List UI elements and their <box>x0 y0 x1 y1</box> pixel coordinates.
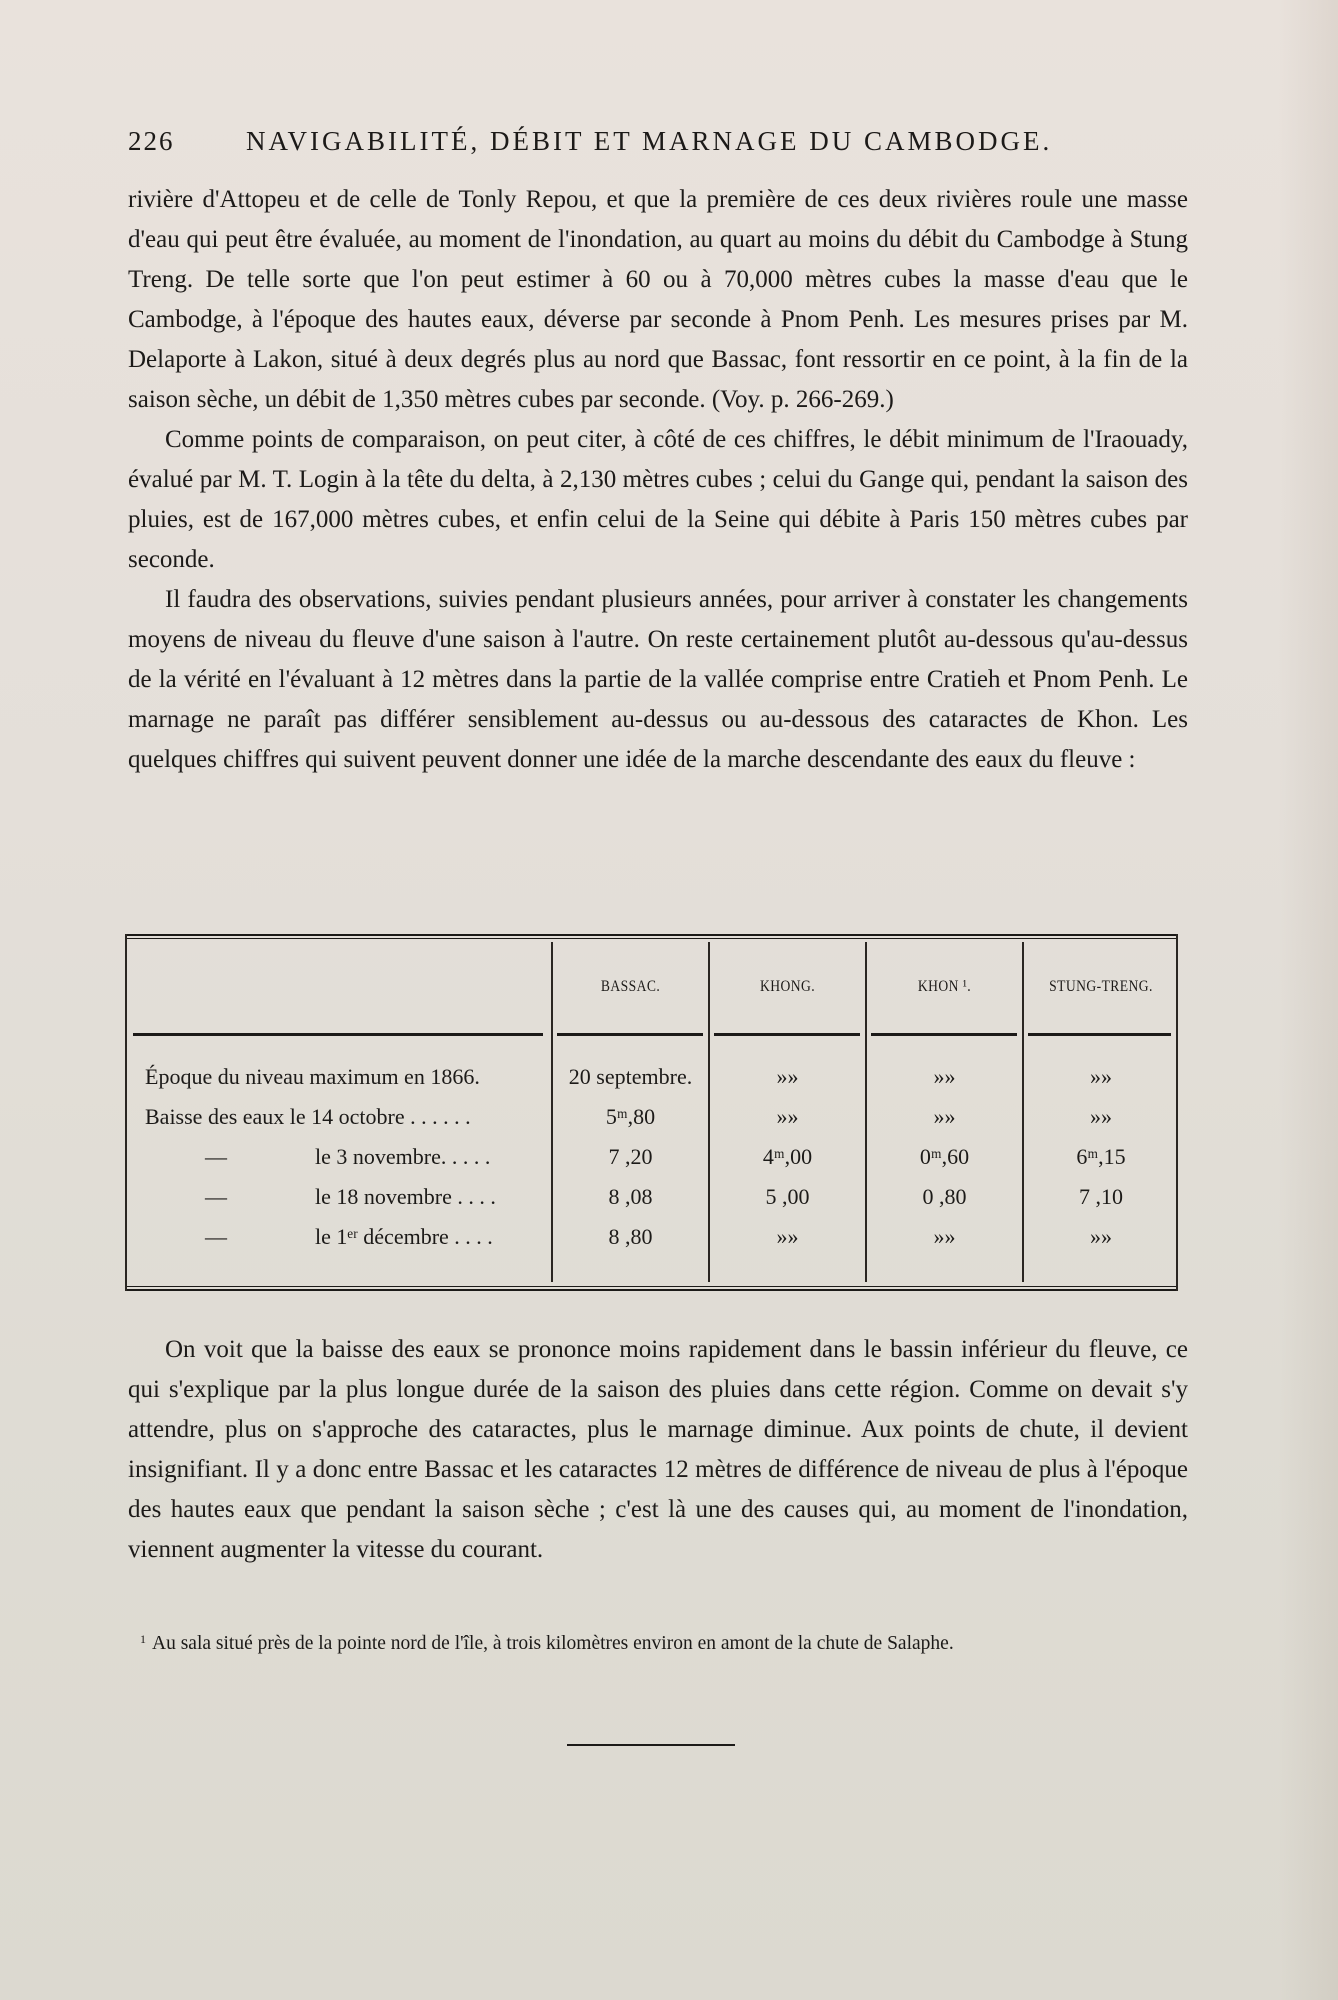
page-edge-shadow <box>1278 0 1338 2000</box>
water-level-table <box>125 934 1178 1291</box>
ditto-dash: — <box>205 1224 227 1249</box>
end-rule <box>567 1744 735 1746</box>
column-header-khon: KHON ¹. <box>917 978 972 995</box>
cell-khong: »» <box>776 1224 799 1249</box>
cell-khon: 0ᵐ,60 <box>919 1144 970 1169</box>
body-text-bottom <box>128 1330 1188 1570</box>
cell-khon: »» <box>933 1064 956 1089</box>
row-sublabel: le 1ᵉʳ décembre . . . . <box>315 1224 493 1249</box>
cell-bassac: 7 ,20 <box>608 1144 653 1169</box>
cell-bassac: 8 ,80 <box>608 1224 653 1249</box>
table-row <box>125 1224 1178 1264</box>
footnote-text: Au sala situé près de la pointe nord de l'île, à trois kilomètres environ en amont de la chute de Salaphe. <box>152 1633 954 1654</box>
cell-khong: 5 ,00 <box>765 1184 810 1209</box>
row-label: Baisse des eaux le 14 octobre . . . . . . <box>145 1104 471 1129</box>
page-number: 226 <box>128 126 175 156</box>
table-bottom-border-inner <box>125 1286 1178 1287</box>
header-rule <box>557 1033 703 1036</box>
ditto-dash: — <box>205 1144 227 1169</box>
cell-stung-treng: 6ᵐ,15 <box>1076 1144 1126 1169</box>
cell-stung-treng: »» <box>1090 1064 1112 1089</box>
paragraph-continued: rivière d'Attopeu et de celle de Tonly Repou, et que la première de ces deux rivières roule une masse d'eau qui peut être évaluée, au moment de l'inondation, au quart au moins du débit du Cambodge à Stung Treng. De telle sorte que l'on peut estimer à 60 ou à 70,000 mètres cubes la masse d'eau que le Cambodge, à l'époque des hautes eaux, déverse par seconde à Pnom Penh. Les mesures prises par M. Delaporte à Lakon, situé à deux degrés plus au nord que Bassac, font ressortir en ce point, à la fin de la saison sèche, un débit de 1,350 mètres cubes par seconde. (Voy. p. 266-269.) <box>128 186 1188 413</box>
running-title: NAVIGABILITÉ, DÉBIT ET MARNAGE DU CAMBODGE. <box>246 126 1053 156</box>
table-row <box>125 1184 1178 1224</box>
header-rule <box>133 1033 543 1036</box>
header-rule <box>1028 1033 1171 1036</box>
table-row <box>125 1104 1178 1144</box>
paragraph: On voit que la baisse des eaux se prononce moins rapidement dans le bassin inférieur du fleuve, ce qui s'explique par la plus longue durée de la saison des pluies dans cette région. Comme on devait s'y attendre, plus on s'approche des cataractes, plus le marnage diminue. Aux points de chute, il devient insignifiant. Il y a donc entre Bassac et les cataractes 12 mètres de différence de niveau de plus à l'époque des hautes eaux que pendant la saison sèche ; c'est là une des causes qui, au moment de l'inondation, viennent augmenter la vitesse du courant. <box>128 1336 1188 1563</box>
ditto-dash: — <box>205 1184 227 1209</box>
cell-stung-treng: »» <box>1090 1104 1112 1129</box>
running-header <box>128 126 1188 166</box>
cell-khon: »» <box>933 1224 956 1249</box>
column-header-khong: KHONG. <box>759 978 816 995</box>
table-top-border-inner <box>125 938 1178 939</box>
table-row <box>125 1144 1178 1184</box>
footnote-marker: 1 <box>140 1632 146 1646</box>
cell-stung-treng: 7 ,10 <box>1079 1184 1123 1209</box>
column-header-stung-treng: STUNG-TRENG. <box>1049 978 1153 995</box>
paragraph: Comme points de comparaison, on peut citer, à côté de ces chiffres, le débit minimum de l'Iraouady, évalué par M. T. Login à la tête du delta, à 2,130 mètres cubes ; celui du Gange qui, pendant la saison des pluies, est de 167,000 mètres cubes, et enfin celui de la Seine qui débite à Paris 150 mètres cubes par seconde. <box>128 426 1188 573</box>
header-rule <box>871 1033 1017 1036</box>
cell-bassac: 20 septembre. <box>568 1064 693 1089</box>
table-row <box>125 1064 1178 1104</box>
row-label: Époque du niveau maximum en 1866. <box>145 1064 480 1089</box>
cell-stung-treng: »» <box>1090 1224 1112 1249</box>
cell-bassac: 8 ,08 <box>608 1184 653 1209</box>
cell-khon: 0 ,80 <box>922 1184 967 1209</box>
row-sublabel: le 3 novembre. . . . . <box>315 1144 491 1169</box>
cell-bassac: 5ᵐ,80 <box>605 1104 656 1129</box>
footnote <box>140 1632 1190 1655</box>
table-top-border <box>125 934 1178 936</box>
cell-khong: »» <box>776 1104 799 1129</box>
cell-khong: 4ᵐ,00 <box>762 1144 813 1169</box>
table-bottom-border <box>125 1289 1178 1291</box>
body-text-top <box>128 180 1188 780</box>
header-rule <box>714 1033 860 1036</box>
column-header-bassac: BASSAC. <box>600 978 661 995</box>
cell-khong: »» <box>776 1064 799 1089</box>
paragraph: Il faudra des observations, suivies pendant plusieurs années, pour arriver à constater les changements moyens de niveau du fleuve d'une saison à l'autre. On reste certainement plutôt au-dessous qu'au-dessus de la vérité en l'évaluant à 12 mètres dans la partie de la vallée comprise entre Cratieh et Pnom Penh. Le marnage ne paraît pas différer sensiblement au-dessus ou au-dessous des cataractes de Khon. Les quelques chiffres qui suivent peuvent donner une idée de la marche descendante des eaux du fleuve : <box>128 586 1188 773</box>
row-sublabel: le 18 novembre . . . . <box>315 1184 496 1209</box>
cell-khon: »» <box>933 1104 956 1129</box>
